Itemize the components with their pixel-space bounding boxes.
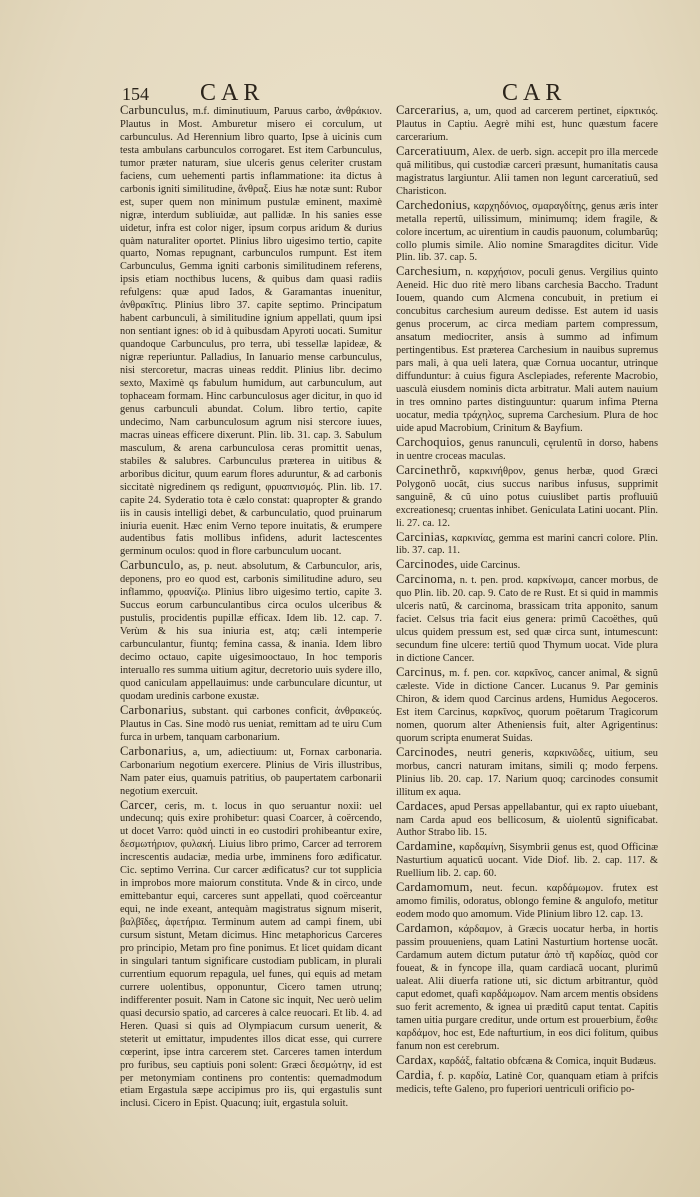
entry-text: m. f. pen. cor. καρκῖνος, cancer animal, & signũ cæleste. Vide in dictione Cancer. Lucanus 9. Par geminis Chiron, & idem quod Carcinus ardens, Humidus Aegoceros. Est item Carcinus, καρκῖνος, quorum poëtarum Tragicorum nomen, quorum alter Atheniensis fuit, alter Agrigentinus: quorum scripta enumerat Suidas. — [396, 668, 658, 744]
dictionary-entry — [396, 199, 658, 266]
page-number: 154 — [122, 84, 149, 104]
entry-text: καρχηδόνιος, σμαραγδίτης, genus æris inter metalla repertũ, uilissimum, minimumq; idem fragile, & colore incertum, ac uirentium in caudis pauonum, columbarũq; collo plumis simile. Alio nomine Smaragdites dicitur. Vide Plin. lib. 37. cap. 5. — [396, 200, 658, 264]
dictionary-entry — [120, 704, 382, 745]
dictionary-entry — [396, 1069, 658, 1097]
entry-text: ceris, m. t. locus in quo seruantur noxii: uel undecunq; quis exire prohibetur: quasi Coarcer, à coërcendo, ut docet Varro: quòd uincti in eo custodiri prohibeantur exire, δεσμωτήριον, φυλακή. Liuius libro primo, Carcer ad terrorem increscentis audaciæ, media urbe, imminens foro ædificatur. Cic. septimo Verrina. Cur carcer ædificatus? cur tot supplicia in improbos more maiorum constituta. Vnde & in circo, unde emittebantur equi, carceres sunt appellati, quod coërceantur equi, ne inde exeant, antequàm magistratus signum miserit, βαλβῖδες, ἀφετήρια. Terminum autem ad campi finem, ubi cursum sistunt, Metam dicimus. Hinc metaphoricus Carceres pro principio, Metam pro fine ponimus. Et licet quidam dicant in singulari tantum significare custodiam publicam, in plurali currentium equorum repagula, uel funes, qui equis ad metam currere uolentibus, opponuntur, Cicero tamen utrunq; indifferenter posuit. Nam in Catone sic inquit, Nec uerò uelim quasi decursio spatio, ad carceres à calce reuocari. Et lib. 4. ad Heren. Quasi si quis ad Olympiacum cursum uenerit, & steterit ut emittatur, impudentes illos dicat esse, qui currere cœperint, ipse intra carcerem stet. Carceres tamen interdum pro furibus, seu captiuis poni solent: Græci δεσμώτην, id est per metonymiam continens pro contentis: quemadmodum etiam Ergastula sæpe accipimus pro iis, qui ergastulis sunt inclusi. Cicero in Epist. Quacunq; iuit, ergastula soluit. — [120, 800, 382, 1110]
dictionary-entry — [396, 666, 658, 746]
dictionary-entry — [120, 559, 382, 703]
dictionary-entry — [396, 922, 658, 1054]
entry-text: substant. qui carbones conficit, ἀνθρακεύς. Plautus in Cas. Sine modò rus ueniat, remittam ad te uiru Cum furca in urbem, tanquam carbonarium. — [120, 705, 382, 743]
entry-headword: Carcinoma, — [396, 572, 456, 587]
entry-headword: Carchoquios, — [396, 434, 465, 449]
entry-headword: Carbunculus, — [120, 104, 189, 117]
dictionary-entry — [396, 881, 658, 922]
entry-text: καρκινήθρον, genus herbæ, quod Græci Polygonõ uocãt, cius succus naribus infusus, supprimit sanguinẽ, & cũ uino potus cuiuslibet partis profluuiũ excreationesq; cruentas inhibet. Geniculata Latini uocant. Plin. li. 27. ca. 12. — [396, 465, 658, 529]
left-column — [120, 104, 382, 1174]
dictionary-entry — [396, 145, 658, 199]
entry-headword: Carceratiuum, — [396, 143, 470, 158]
entry-text: n. καρχήσιον, poculi genus. Vergilius quinto Aeneid. Hic duo ritè mero libans carchesia Baccho. Tradunt Iouem, quando cum Alcmena concubuit, in pretium ei concubitus carchesium aureum dedisse. Est autem id uasis genus procerum, ac circa mediam partem compressum, ansatum mediocriter, ansis à summo ad infimum pertingentibus. Est præterea Carchesium in nauibus supremus pars mali, à qua ueli latera, quæ Cornua uocantur, utrinque diffunduntur: à cuius figura Asclepiades, referente Macrobio, uasculà eiusdem nominis dicta arbitratur. Mali autem nauium in tres omnino partes distinguuntur: quarum infima Pterna uocatur, media τράχηλος, suprema Carchesium. Plura de hoc uide apud Macrobium, Crinitum & Bayfium. — [396, 267, 658, 434]
entry-headword: Cardamomum, — [396, 880, 473, 895]
entry-headword: Carcinodes, — [396, 744, 458, 759]
entry-text: n. t. pen. prod. καρκίνωμα, cancer morbus, de quo Plin. lib. 20. cap. 9. Cato de re Rust. Et si quid in mammis ulceris natũ, & carcinoma, brassicam trita apponito, sanum faciet. Celsus tria facit eius genera: primũ Cacoëthes, quũ ulcus quidem pressum est, sed quæ circa sunt, intumescunt: secundum fine ulcere: tertiũ quod Thymum uocat. Vide plura in dictione Cancer. — [396, 575, 658, 665]
entry-headword: Carcinodes, — [396, 557, 458, 572]
entry-text: m.f. diminutiuum, Paruus carbo, ἀνθράκιον. Plautus in Most. Amburetur misero ei corculum, ut carbunculus. Ad Herennium libro quarto, Ipse à uicinis cum testa ambulans carbunculos corrogaret. Est item Carbunculus, tumor præter naturam, siue ulceris genus celeriter crustam faciens, cum uehementi partis inflammatione: ita dictus à carbonis igniti similitudine, ἄνθραξ. Eius hæ notæ sunt: Rubor est, super quem non minimum pustulæ eminent, maximè nigræ, interdum subliuidæ, aut pallidæ. In his sanies esse uidetur, infra est color niger, ipsum corpus aridum & durius quàm naturaliter oportet. Plinius libro uigesimo tertio, capite quarto, Nomas repugnant, carbunculos rumpunt. Est item Carbunculus, Gemma igniti carbonis similitudinem referens, ipsis etiam nocthibus lucens, & quibus dam quasi radiis refulgens: quæ apud Iados, & Garamantas inuenitur, ἀνθρακῖτις. Plinius libro 37. capite septimo. Principatum habent carbunculi, à similitudine ignium appellati, quum ipsi non sentiant ignes: ob id à quibusdam Apyroti uocati. Sumitur quandoque Carbunculus, pro terra, ubi tessellæ lapideæ, & nigræ reperiuntur. Palladius, In Ianuario mense carbunculus, nisi stercoretur, macras uineas reddit. Plinius libr. decimo sexto, Maximè qs fabulum humidum, aut carbunculum, aut tophaceam formam. Hinc carbunculosus ager dicitur, in quo id genus carbunculi abundat. Colum. libro tertio, capite undecimo, Nam carbunculosum agrum nisi stercore iuues, macras uineas efficere dixerunt. Plin. lib. 31. cap. 3. Sabulum masculum, & arena carbunculosa ceras promittit uenas, stabiles & salubres. Carbunculus præterea in uitibus & arboribus dicitur, quum earum flores aduruntur, & ad carbonis siccitatè nigredinem qs redigunt, φρυαπνισμός. Plin. lib. 17. capite 24. Syderatio tota è cælo constat: quapropter & grando iis in causis intelligi debet, & carbunculatio, quod pruinarum iniuria euenit. Hæc enim Verno tepore inuitatis, & erumpere audentibus fatis mollibus infidens, adurit lactescentes germinum oculos: quod in flore carbunculum uocant. — [120, 106, 382, 558]
entry-headword: Carbunculo, — [120, 558, 184, 573]
entry-text: genus ranunculi, cęrulentũ in dorso, habens in uentre croceas maculas. — [396, 437, 658, 462]
entry-headword: Cardax, — [396, 1052, 437, 1067]
entry-text: καρδαμίνη, Sisymbrii genus est, quod Officinæ Nasturtium aquaticũ uocant. Vide Diof. lib. 2. cap. 117. & Ruellium lib. 2. cap. 60. — [396, 842, 658, 880]
entry-text: as, p. neut. absolutum, & Carbunculor, aris, deponens, pro eo quod est, carbonis similitudine aduro, seu inflammo, φρυανίζω. Plinius libro uigesimo tertio, capite 3. Succus eorum carbunculantibus circa oculos ulceribus & pustulis, procidentis pupillæ efficax. Idem lib. 12. cap. 7. Verùm & his sua iniuria est, atq; cæli intemperie carbunculantur, fiuntq; femina cassa, & inania. Idem libro decimo octauo, capite uigesimooctauo, In hoc temporis interuallo res summa uitium agitur, decretorio uuis sydere illo, quod caniculam appellauimus: unde carbunculare dicuntur, ut quodam uredinis carbone exustæ. — [120, 561, 382, 702]
text-columns — [120, 104, 660, 1184]
entry-headword: Carcinias, — [396, 529, 449, 544]
dictionary-entry — [396, 558, 658, 573]
dictionary-entry — [396, 531, 658, 559]
entry-headword: Cardia, — [396, 1067, 434, 1082]
entry-text: neutri generis, καρκινῶδες, uitium, seu morbus, cancri naturam imitans, simili q; modo ferpens. Plinius lib. 20. cap. 17. Narium quoq; carcinodes consumit illitum ex aqua. — [396, 747, 658, 798]
entry-headword: Carcinus, — [396, 665, 446, 680]
entry-headword: Carchedonius, — [396, 197, 471, 212]
dictionary-entry — [396, 265, 658, 435]
running-head-left: CAR — [200, 80, 265, 106]
dictionary-entry — [120, 104, 382, 559]
entry-headword: Carbonarius, — [120, 743, 187, 758]
entry-headword: Carcinethrõ, — [396, 462, 461, 477]
dictionary-entry — [396, 104, 658, 145]
entry-text: f. p. καρδία, Latinè Cor, quanquam etiam à prifcis medicis, tefte Galeno, pro fuperiori uentriculi orificio po- — [396, 1070, 658, 1095]
dictionary-entry — [396, 746, 658, 800]
dictionary-entry — [396, 840, 658, 881]
entry-text: neut. fecun. καρδάμωμον. frutex est amomo fimilis, odoratus, oblongo femine & angulofo, metitur eodem modo quo amomum. Vide Plinium libro 12. cap. 13. — [396, 883, 658, 921]
entry-headword: Carchesium, — [396, 264, 462, 279]
entry-headword: Carcer, — [120, 797, 158, 812]
entry-text: καρδάξ, faltatio obfcæna & Comica, inquit Budæus. — [439, 1055, 657, 1067]
entry-text: apud Persas appellabantur, qui ex rapto uiuebant, nam Carda apud eos bellicosum, & uiolentũ significabat. Author Strabo lib. 15. — [396, 801, 658, 839]
entry-text: κάρδαμον, à Græcis uocatur herba, in hortis passim prouueniens, quam Latini Nasturtium hortense uocãt. Cardamum autem dictum putatur ἀπὸ τῆ καρδίας, quòd cor foueat, & in fyncope illa, quam cardiacã uocant, plurimũ ualeat. Alii diuerfa ratione uti, sic dictum arbitrantur, quòd caput edomet, quafi καρδάμωμον. Nam arcem mentis obsidens suo ferit acremento, & ignea ui præditũ caput tentat. Capitis tamen uitia purgare creditur, unde ortum est prouerbium, ἔσθιε καρδάμον, hoc est, Ede nafturtium, in eos dici folitum, quibus fanum non est cerebrum. — [396, 924, 658, 1052]
entry-headword: Cardaces, — [396, 798, 447, 813]
dictionary-entry — [396, 436, 658, 464]
dictionary-entry — [120, 745, 382, 799]
right-column — [396, 104, 658, 1174]
dictionary-entry — [396, 800, 658, 841]
entry-headword: Carbonarius, — [120, 702, 187, 717]
entry-headword: Cardamon, — [396, 921, 453, 936]
entry-text: καρκινίας, gemma est marini cancri colore. Plin. lib. 37. cap. 11. — [396, 532, 658, 557]
entry-text: a, um, adiectiuum: ut, Fornax carbonaria. Carbonarium negotium exercere. Plinius de Viris illustribus, Nam pater eius, quamuis patritius, ob paupertatem carbonarii negotium exercuit. — [120, 746, 382, 797]
entry-text: uide Carcinus. — [460, 560, 521, 572]
entry-text: Alex. de uerb. sign. accepit pro illa mercede quã militibus, qui custodiæ carceri præsunt, humanitatis causa magistratus largiuntur. Alii tamen non legunt carceratiuũ, sed Charisticon. — [396, 146, 658, 197]
entry-text: a, um, quod ad carcerem pertinet, εἱρκτικός. Plautus in Captiu. Aegrè mihi est, hunc quæstum facere carcerarium. — [396, 106, 658, 143]
dictionary-entry — [396, 573, 658, 666]
dictionary-entry — [396, 464, 658, 531]
dictionary-entry — [120, 799, 382, 1112]
entry-headword: Cardamine, — [396, 839, 456, 854]
running-head-right: CAR — [502, 80, 567, 106]
dictionary-entry — [396, 1054, 658, 1069]
entry-headword: Carcerarius, — [396, 104, 460, 117]
